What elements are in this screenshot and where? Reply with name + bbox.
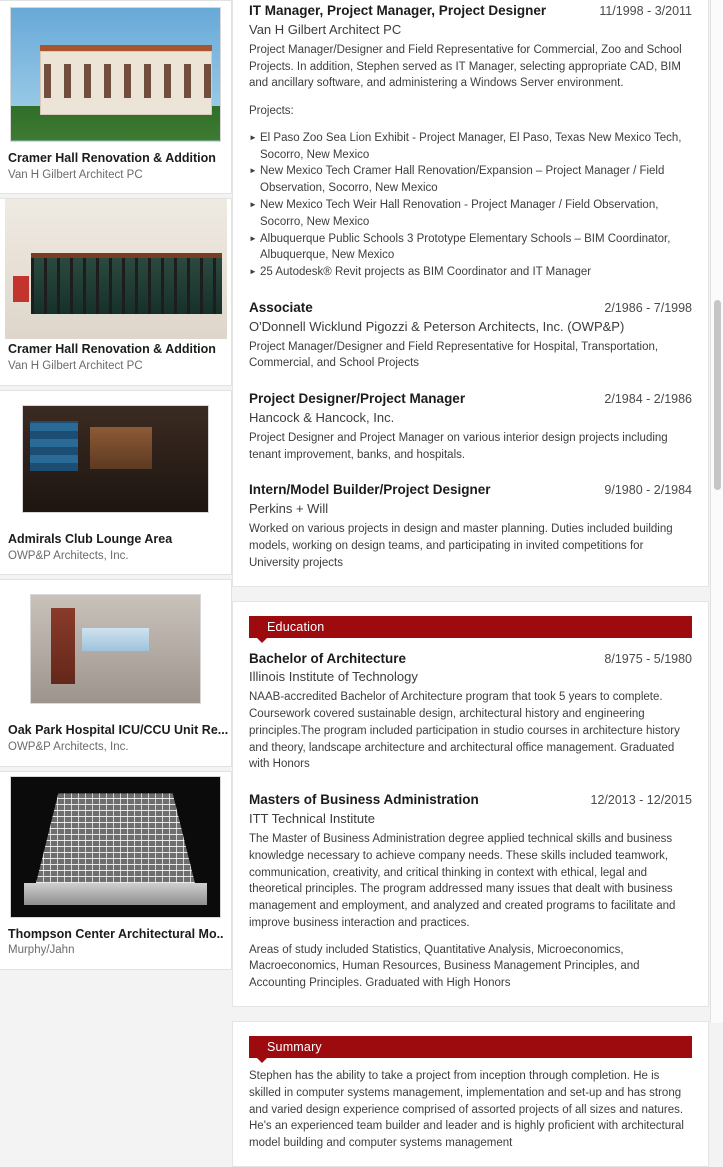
projects-list <box>249 130 692 281</box>
portfolio-image-wrap <box>0 580 231 720</box>
portfolio-item[interactable] <box>0 390 232 575</box>
project-item: ► 25 Autodesk® Revit projects as BIM Coordinator and IT Manager <box>249 264 692 281</box>
entry-header <box>249 650 692 669</box>
portfolio-image-wrap <box>0 391 231 529</box>
project-item: ► New Mexico Tech Cramer Hall Renovation/Expansion – Project Manager / Field Observation, Socorro, New Mexico <box>249 163 692 197</box>
entry-description-secondary: Areas of study included Statistics, Quantitative Analysis, Microeconomics, Macroeconomics, Human Resources, Business Management Principles, and Accounting Principles. Graduated with High Honors <box>249 943 640 990</box>
entry-role: IT Manager, Project Manager, Project Designer <box>249 3 547 18</box>
portfolio-item-title: Thompson Center Architectural Mo.. <box>8 926 224 941</box>
entry-organization: Perkins + Will <box>249 501 329 517</box>
project-item: ► El Paso Zoo Sea Lion Exhibit - Project Manager, El Paso, Texas New Mexico Tech, Socorro, New Mexico <box>249 130 692 164</box>
entry-dates: 11/1998 - 3/2011 <box>599 4 692 18</box>
entry-degree: Masters of Business Administration <box>249 792 479 808</box>
cramer-hall-exterior-photo <box>10 7 221 142</box>
experience-entry <box>249 297 692 372</box>
entry-header <box>249 481 692 500</box>
portfolio-item-firm: OWP&P Architects, Inc. <box>8 549 129 562</box>
entry-school: Illinois Institute of Technology <box>249 669 418 685</box>
education-section <box>232 601 709 1007</box>
scrollbar-thumb[interactable] <box>714 300 721 490</box>
experience-entry <box>249 388 692 463</box>
cramer-hall-interior-stair-photo <box>5 199 227 339</box>
resume-main-column <box>232 0 723 1150</box>
portfolio-item-firm: Murphy/Jahn <box>8 944 75 957</box>
portfolio-image-wrap <box>0 199 231 339</box>
projects-label: Projects: <box>249 105 294 118</box>
entry-school: ITT Technical Institute <box>249 811 375 827</box>
section-header-title: Summary <box>267 1039 322 1054</box>
portfolio-item-title: Cramer Hall Renovation & Addition <box>8 151 216 165</box>
entry-role: Associate <box>249 299 313 315</box>
page-scrollbar[interactable] <box>710 0 723 1023</box>
project-item: ► Albuquerque Public Schools 3 Prototype Elementary Schools – BIM Coordinator, Albuquerque, New Mexico <box>249 231 692 265</box>
summary-text: Stephen has the ability to take a project from inception through completion. He is skilled in computer systems management, implementation and set-up and has strong and varied design experience comprised of assorted projects of all sizes and natures. He's an experienced team builder and leader and is highly proficient with architectural model building and computer systems management <box>249 1069 684 1150</box>
entry-dates: 8/1975 - 5/1980 <box>604 651 692 666</box>
oak-park-hospital-icu-photo <box>30 594 201 704</box>
portfolio-sidebar <box>0 0 232 1023</box>
entry-dates: 2/1984 - 2/1986 <box>604 392 692 407</box>
entry-header <box>249 791 692 810</box>
entry-description: Project Manager/Designer and Field Representative for Commercial, Zoo and School Projects. In addition, Stephen served as IT Manager, selecting appropriate CAD, BIM and ancillary software, and administering a Windows Server environment. <box>249 43 682 90</box>
entry-degree: Bachelor of Architecture <box>249 650 407 666</box>
entry-organization: Hancock & Hancock, Inc. <box>249 410 395 426</box>
entry-header <box>249 2 692 21</box>
portfolio-image-wrap <box>0 1 231 148</box>
entry-role: Intern/Model Builder/Project Designer <box>249 482 491 498</box>
portfolio-item-firm: OWP&P Architects, Inc. <box>8 741 129 754</box>
entry-dates: 2/1986 - 7/1998 <box>604 300 692 315</box>
entry-description: Worked on various projects in design and master planning. Duties included building models, working on design teams, and participating in invited competitions for University projects <box>249 523 673 569</box>
portfolio-item[interactable] <box>0 771 232 970</box>
portfolio-item[interactable] <box>0 579 232 766</box>
admirals-club-lounge-photo <box>22 405 209 513</box>
portfolio-item-firm: Van H Gilbert Architect PC <box>8 360 143 373</box>
entry-header <box>249 299 692 318</box>
education-section-header <box>249 616 692 638</box>
experience-entry <box>249 479 692 571</box>
thompson-center-architectural-model-photo <box>10 776 221 918</box>
entry-organization: Van H Gilbert Architect PC <box>249 21 402 37</box>
entry-description: Project Manager/Designer and Field Representative for Hospital, Transportation, Commercial, and School Projects <box>249 340 659 370</box>
portfolio-item[interactable] <box>0 198 232 385</box>
education-entry <box>249 648 692 774</box>
education-entry <box>249 789 692 992</box>
entry-description: NAAB-accredited Bachelor of Architecture program that took 5 years to complete. Coursework covered sustainable design, architectural history and engineering principles.The program included participation in studio courses in architecture history and theory, landscape architecture and architectural office management. Graduated with Honors <box>249 691 680 771</box>
portfolio-item-firm: Van H Gilbert Architect PC <box>8 168 143 181</box>
entry-description: Project Designer and Project Manager on various interior design projects including tenant improvement, banks, and hospitals. <box>249 431 668 461</box>
entry-organization: O'Donnell Wicklund Pigozzi & Peterson Architects, Inc. (OWP&P) <box>249 318 625 334</box>
portfolio-item-title: Admirals Club Lounge Area <box>8 531 173 546</box>
entry-dates: 9/1980 - 2/1984 <box>604 483 692 498</box>
portfolio-item-title: Oak Park Hospital ICU/CCU Unit Re... <box>8 723 229 738</box>
experience-section <box>232 0 709 587</box>
entry-description: The Master of Business Administration degree applied technical skills and business knowledge necessary to achieve company needs. These skills included teamwork, communication, creativity, and critical thinking in context with ethical, legal and theoretical principles. The program addressed many issues that dealt with business management and employment, and analyzed and created programs to facilitate and improve business interaction and practices. <box>249 832 676 929</box>
portfolio-item-title: Cramer Hall Renovation & Addition <box>8 342 216 357</box>
portfolio-item[interactable] <box>0 0 232 194</box>
entry-role: Project Designer/Project Manager <box>249 391 466 407</box>
section-header-title: Education <box>267 619 325 634</box>
entry-dates: 12/2013 - 12/2015 <box>590 793 692 808</box>
entry-header <box>249 390 692 409</box>
summary-section-header <box>249 1036 692 1058</box>
experience-entry <box>249 0 692 281</box>
project-item: ► New Mexico Tech Weir Hall Renovation - Project Manager / Field Observation, Socorro, New Mexico <box>249 197 692 231</box>
summary-section <box>232 1021 709 1167</box>
portfolio-image-wrap <box>0 772 231 924</box>
